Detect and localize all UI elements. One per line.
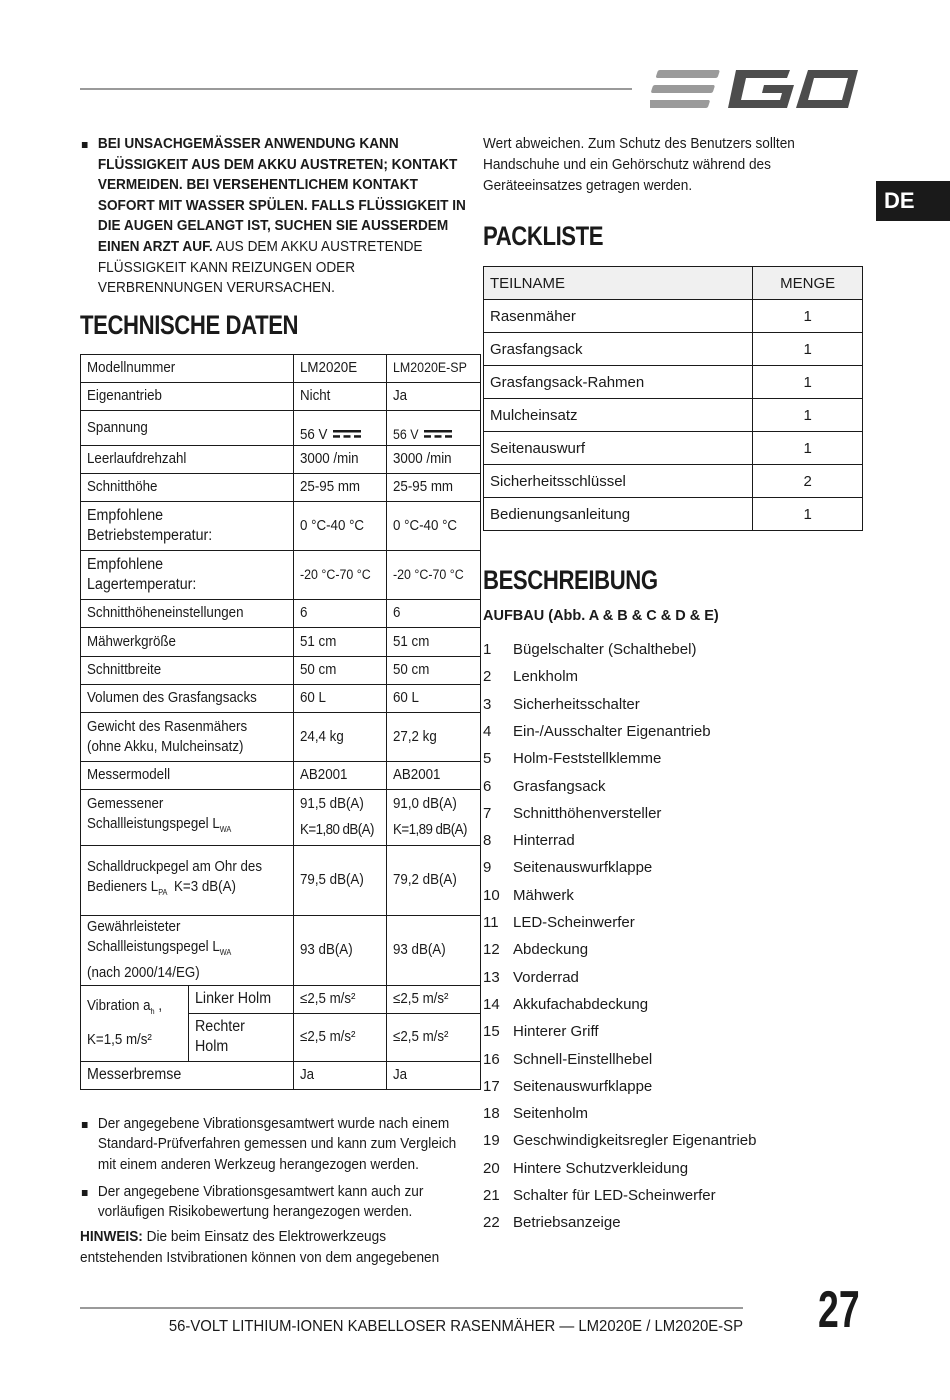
tech-value-lm2020e-sp [387,1061,480,1089]
tech-row-guaranteed [81,915,481,985]
parts-list-item [483,805,661,822]
tech-label [81,985,189,1061]
part-number: 10 [483,886,500,904]
header-rule [80,88,632,90]
part-number: 17 [483,1077,500,1095]
pack-item-name: Sicherheitsschlüssel [484,465,753,498]
tech-value-lm2020e [294,712,387,761]
dc-symbol-icon [424,430,452,438]
tech-row [81,712,481,761]
label-line [87,937,231,963]
part-name: Seitenauswurfklappe [513,1077,653,1095]
part-number: 14 [483,995,500,1013]
tech-row [81,382,481,410]
part-name: Sicherheitsschalter [513,695,640,713]
part-number: 15 [483,1023,500,1041]
cell-text: Ja [393,388,408,405]
label-line: K=1,5 m/s² [87,1032,152,1049]
label-subscript: WA [219,948,232,958]
pack-item-name: Rasenmäher [484,300,753,333]
cell-text: Leerlaufdrehzahl [87,451,187,468]
cell-text: 27,2 kg [393,728,438,745]
cell-text: 51 cm [393,633,430,650]
label-subscript: WA [219,825,232,835]
tech-value-lm2020e [294,599,387,627]
cell-text: LM2020E-SP [393,360,468,376]
pack-item-name: Grasfangsack [484,333,753,366]
tech-row-vibration [81,985,481,1013]
tech-table [80,354,481,1090]
tech-label [81,473,294,501]
tech-label [81,712,294,761]
pack-item-qty: 1 [753,366,863,399]
part-name: Hintere Schutzverkleidung [513,1159,689,1177]
pack-row [484,465,863,498]
part-number: 7 [483,804,492,822]
part-number: 16 [483,1050,500,1068]
part-number: 3 [483,695,492,713]
part-name: Vorderrad [513,968,579,986]
footer-rule [80,1307,743,1309]
cell-text: 60 L [300,690,326,707]
tech-value-lm2020e [294,382,387,410]
tech-value-lm2020e [294,1061,387,1089]
parts-list-item [483,750,661,767]
tech-value-lm2020e-sp [387,354,480,382]
tech-value-lm2020e-sp [387,382,480,410]
pack-row [484,366,863,399]
cell-text: 0 °C-40 °C [300,517,365,534]
parts-list-item [483,1214,621,1231]
cell-text: Nicht [300,388,331,405]
part-name: Schnitthöhenversteller [513,804,662,822]
cell-text: 79,2 dB(A) [393,872,458,889]
tech-row [81,627,481,656]
pack-item-qty: 1 [753,399,863,432]
part-name: Bügelschalter (Schalthebel) [513,641,697,658]
part-number: 9 [483,859,492,877]
part-number: 5 [483,750,492,768]
part-number: 8 [483,832,492,850]
tech-value-lm2020e [294,761,387,789]
parts-list-item [483,641,696,658]
tech-value-lm2020e-sp [387,627,480,656]
tech-value-lm2020e [294,627,387,656]
part-number: 11 [483,914,499,931]
warning-text: AUS DEM AKKU AUSTRETENDE FLÜSSIGKEIT KANN REIZUNGEN ODER VERBRENNUNGEN VERURSACHEN. [97,238,423,297]
cell-text: 6 [300,605,308,622]
cell-text: Linker Holm [194,990,271,1008]
label-text: , [154,998,163,1015]
hinweis-label: HINWEIS: [80,1228,143,1245]
parts-list-item [483,969,579,986]
parts-list-item [483,1023,599,1040]
cell-text: Gewicht des Rasenmähers (ohne Akku, Mulcheinsatz) [87,718,248,755]
cell-text: ≤2,5 m/s² [300,991,356,1008]
tech-value-lm2020e-sp [387,445,480,473]
cell-text: Rechter Holm [194,1018,245,1056]
part-name: Schalter für LED-Scheinwerfer [513,1187,716,1204]
pack-item-name: Mulcheinsatz [484,399,753,432]
part-name: Seitenauswurfklappe [513,859,653,877]
tech-value-lm2020e [294,473,387,501]
cell-text: Schnitthöheneinstellungen [87,605,244,622]
tech-label [81,915,294,985]
tech-value-lm2020e [294,845,387,915]
label-text: Vibration a [87,998,151,1015]
dc-symbol-icon [333,430,361,438]
parts-list-item [483,914,635,931]
parts-list-item [483,996,648,1013]
tech-label [81,627,294,656]
cell-text: Messermodell [87,767,171,784]
part-name: Geschwindigkeitsregler Eigenantrieb [513,1132,757,1150]
cell-text: 0 °C-40 °C [393,517,458,534]
part-name: Hinterrad [513,832,575,850]
tech-value-lm2020e [294,550,387,599]
tech-value-lm2020e [294,656,387,684]
part-name: Grasfangsack [513,777,606,795]
part-number: 2 [483,668,492,686]
parts-list-item [483,1160,688,1177]
cell-text: ≤2,5 m/s² [393,991,449,1008]
label-line: Schalldruckpegel am Ohr des [87,859,263,876]
tech-row-sound-power [81,789,481,845]
cell-text: 3000 /min [300,451,359,468]
part-number: 19 [483,1132,500,1150]
cell-text: 6 [393,605,401,622]
cell-text: Messerbremse [87,1066,182,1084]
cell-text: 3000 /min [393,451,452,468]
tech-row [81,501,481,550]
tech-label [81,684,294,712]
cell-text: ≤2,5 m/s² [300,1029,356,1046]
cell-text: 79,5 dB(A) [300,872,364,889]
pack-item-qty: 1 [753,300,863,333]
tech-value-lm2020e-sp [387,599,480,627]
tech-row [81,354,481,382]
left-column [80,134,468,1269]
part-name: LED-Scheinwerfer [513,914,635,931]
tech-label [81,354,294,382]
label-subscript: h [150,1007,155,1017]
tech-value-lm2020e [294,501,387,550]
tech-row [81,410,481,445]
cell-text: Ja [393,1067,408,1084]
warning-bold-text: BEI UNSACHGEMÄSSER ANWENDUNG KANN FLÜSSIGKEIT AUS DEM AKKU AUSTRETEN; KONTAKT VERMEIDEN. BEI VERSEHENTLICHEM KONTAKT SOFORT MIT WASSER SPÜLEN. FALLS FLÜSSIGKEIT IN DIE AUGEN GELANGT IST, SUCHEN SIE AUSSERDEM EINEN ARZT AUF. [97,136,466,255]
cell-text: 56 V [300,426,328,443]
tech-row [81,550,481,599]
note-bullet-1: Der angegebene Vibrationsgesamtwert wurde nach einem Standard-Prüfverfahren gemessen und kann zum Vergleich mit einem anderen Werkzeug herangezogen werden. [80,1114,469,1176]
cell-text: 60 L [393,690,420,707]
beschreibung-subtitle: AUFBAU (Abb. A & B & C & D & E) [483,608,719,624]
tech-label [81,1061,294,1089]
tech-row [81,761,481,789]
parts-list-item [483,859,652,876]
cell-text: Spannung [87,419,148,436]
parts-list-item [483,778,606,795]
part-name: Akkufachabdeckung [513,995,649,1013]
tech-value-lm2020e-sp [387,712,480,761]
part-name: Betriebsanzeige [513,1214,621,1232]
part-name: Schnell-Einstellhebel [513,1050,653,1068]
note-bullet-2: Der angegebene Vibrationsgesamtwert kann auch zur vorläufigen Risikobewertung herangezogen werden. [80,1182,469,1223]
tech-row [81,684,481,712]
label-line: (nach 2000/14/EG) [87,965,200,982]
vibration-left-label [188,985,293,1013]
label-text: Bedieners L [87,879,159,896]
part-name: Lenkholm [513,668,579,686]
cell-text: AB2001 [300,767,348,784]
tech-value-lm2020e-sp [387,684,480,712]
cell-text: ≤2,5 m/s² [393,1029,449,1046]
cell-text: Mähwerkgröße [87,633,176,650]
part-number: 20 [483,1159,500,1177]
value-k: K=1,89 dB(A) [393,822,468,839]
tech-value [387,789,480,845]
tech-label [81,410,294,445]
cell-text: AB2001 [393,767,441,784]
parts-list-item [483,696,640,713]
tech-label [81,550,294,599]
parts-list [483,624,863,1232]
cell-text: -20 °C-70 °C [300,566,371,582]
part-name: Abdeckung [513,941,589,959]
parts-list-item [483,1132,756,1149]
right-column [483,134,863,1232]
pack-table [483,266,863,531]
tech-row [81,656,481,684]
pack-item-qty: 1 [753,498,863,531]
pack-item-name: Grasfangsack-Rahmen [484,366,753,399]
tech-label [81,599,294,627]
cell-text: Schnittbreite [87,662,162,679]
value-k: K=1,80 dB(A) [300,822,374,839]
label-subscript: PA [158,888,168,898]
pack-row [484,498,863,531]
tech-value-lm2020e-sp [387,656,480,684]
tech-value-lm2020e [294,684,387,712]
tech-value-lm2020e [294,1013,387,1061]
cell-text: 51 cm [300,633,337,650]
tech-value-lm2020e [294,445,387,473]
part-number: 18 [483,1105,500,1123]
cell-text: Empfohlene Lagertemperatur: [87,555,197,593]
pack-item-name: Bedienungsanleitung [484,498,753,531]
pack-item-name: Seitenauswurf [484,432,753,465]
cell-text: Eigenantrieb [87,388,162,405]
tech-value-lm2020e-sp [387,410,480,445]
tech-title: TECHNISCHE DATEN [80,309,299,340]
label-line [87,992,162,1026]
cell-text: 56 V [393,426,419,442]
parts-list-item [483,1105,588,1122]
cell-text: -20 °C-70 °C [393,566,464,582]
part-name: Mähwerk [513,886,574,904]
beschreibung-title: BESCHREIBUNG [483,565,658,595]
footer-text: 56-VOLT LITHIUM-IONEN KABELLOSER RASENMÄHER — LM2020E / LM2020E-SP [168,1318,744,1335]
part-number: 22 [483,1214,500,1232]
label-text: Schallleistungspegel L [87,939,220,956]
label-line: Gewährleisteter [87,919,181,936]
part-number: 13 [483,968,500,986]
cell-text: 50 cm [300,662,337,679]
parts-list-item [483,887,574,904]
value-db: 91,0 dB(A) [393,796,458,813]
tech-value-lm2020e [294,410,387,445]
part-number: 21 [483,1187,500,1204]
pack-item-qty: 2 [753,465,863,498]
tech-row [81,599,481,627]
pack-item-qty: 1 [753,333,863,366]
pack-header-row [484,267,863,300]
tech-value-lm2020e-sp [387,550,480,599]
tech-value-lm2020e-sp [387,845,480,915]
warning-bullet [80,134,469,299]
cell-text: Modellnummer [87,360,176,377]
tech-row [81,445,481,473]
cell-text: Ja [300,1067,315,1084]
tech-value-lm2020e-sp [387,501,480,550]
tech-value-lm2020e-sp [387,473,480,501]
part-number: 12 [483,941,500,959]
parts-list-item [483,1051,652,1068]
tech-row-brake [81,1061,481,1089]
cell-text: Schnitthöhe [87,479,158,496]
pack-row [484,399,863,432]
cell-text: Volumen des Grasfangsacks [87,690,257,707]
tech-value-lm2020e [294,915,387,985]
part-number: 4 [483,722,492,740]
cell-text: LM2020E [300,360,358,377]
hinweis-text: Die beim Einsatz des Elektrowerkzeugs entstehenden Istvibrationen können von dem angegebenen [80,1228,440,1266]
cell-text: 93 dB(A) [393,942,446,959]
cell-text [87,794,253,840]
part-name: Ein-/Ausschalter Eigenantrieb [513,722,711,740]
value-db: 91,5 dB(A) [300,796,364,813]
tech-value-lm2020e [294,354,387,382]
language-tab: DE [876,181,950,221]
parts-list-item [483,1078,652,1095]
tech-value-lm2020e-sp [387,915,480,985]
tech-value [294,789,387,845]
pack-row [484,333,863,366]
parts-list-item [483,832,575,849]
parts-list-item [483,668,578,685]
tech-value-lm2020e-sp [387,985,480,1013]
ego-logo [650,64,865,114]
pack-row [484,432,863,465]
tech-label [81,382,294,410]
cell-text: 93 dB(A) [300,942,353,959]
label-line: K=3 dB(A) [174,879,237,896]
cell-text: 50 cm [393,662,430,679]
pack-header-qty: MENGE [753,267,863,300]
tech-value-lm2020e-sp [387,1013,480,1061]
packliste-title: PACKLISTE [483,221,604,251]
part-name: Hinterer Griff [513,1023,599,1041]
hinweis-note [80,1227,465,1269]
pack-header-name: TEILNAME [484,267,753,300]
cell-text: Empfohlene Betriebstemperatur: [87,506,213,544]
part-number: 6 [483,777,492,795]
part-name: Seitenholm [513,1105,589,1123]
cell-text: 25-95 mm [393,479,454,496]
vibration-right-label [188,1013,293,1061]
tech-row [81,473,481,501]
part-number: 1 [483,641,492,658]
cell-text: 24,4 kg [300,728,344,745]
page-number: 27 [818,1281,860,1339]
hinweis-continued: Wert abweichen. Zum Schutz des Benutzers sollten Handschuhe und ein Gehörschutz während des Geräteeinsatzes getragen werden. [483,136,795,194]
tech-row-sound-pressure [81,845,481,915]
tech-label [81,445,294,473]
tech-label [81,656,294,684]
parts-list-item [483,723,711,740]
label-line [87,877,167,903]
tech-label [81,761,294,789]
label-text: Gemessener Schallleistungspegel L [87,796,220,833]
tech-value-lm2020e [294,985,387,1013]
parts-list-item [483,1187,716,1204]
cell-text: 25-95 mm [300,479,361,496]
tech-label [81,789,294,845]
pack-row [484,300,863,333]
tech-label [81,501,294,550]
tech-value-lm2020e-sp [387,761,480,789]
parts-list-item [483,941,588,958]
tech-label [81,845,294,915]
pack-item-qty: 1 [753,432,863,465]
part-name: Holm-Feststellklemme [513,750,662,768]
